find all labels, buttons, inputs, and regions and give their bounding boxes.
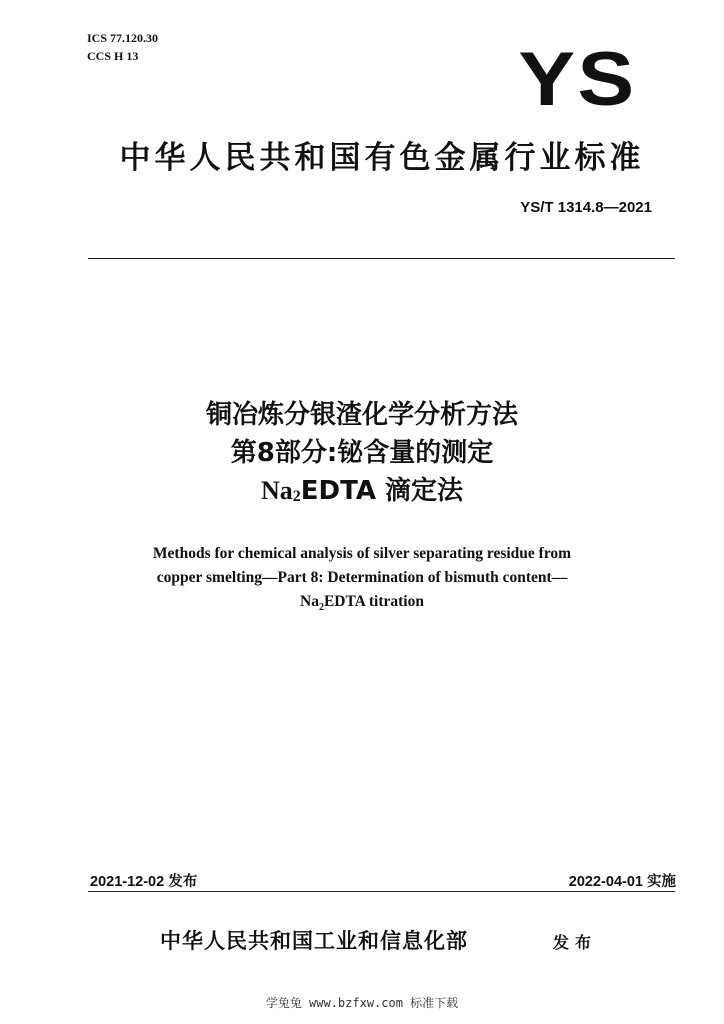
issue-label: 发布 (553, 933, 598, 952)
standard-title: 中华人民共和国有色金属行业标准 (119, 140, 645, 176)
english-title-formula-subscript: 2 (318, 602, 324, 614)
issuing-authority: 中华人民共和国工业和信息化部 (160, 928, 468, 953)
ccs-code: CCS H 13 (87, 49, 139, 63)
ics-code: ICS 77.120.30 (87, 31, 159, 45)
publish-date: 2021-12-02 发布 (90, 874, 198, 890)
ys-logo: YS (517, 37, 636, 122)
chinese-title-line-2: 第8部分:铋含量的测定 (230, 438, 494, 468)
chinese-title (0, 396, 724, 516)
chinese-title-formula-subscript: 2 (292, 488, 301, 505)
chinese-title-line-1: 铜冶炼分银渣化学分析方法 (205, 400, 518, 430)
english-title-line-2: copper smelting—Part 8: Determination of bismuth content— (156, 569, 568, 586)
standard-number: YS/T 1314.8—2021 (520, 199, 652, 216)
chinese-title-line-3 (0, 472, 724, 516)
english-title-formula-prefix: Na (300, 593, 319, 610)
chinese-title-formula-suffix: EDTA 滴定法 (300, 476, 463, 506)
footer-watermark: 学兔兔 www.bzfxw.com 标准下载 (265, 996, 459, 1010)
chinese-title-formula-prefix: Na (260, 476, 293, 505)
english-title-line-1: Methods for chemical analysis of silver separating residue from (152, 545, 572, 562)
classification-codes (87, 30, 158, 66)
bottom-divider (88, 891, 675, 892)
english-title-line-3 (0, 590, 724, 620)
effective-date: 2022-04-01 实施 (568, 874, 676, 890)
top-divider (88, 258, 675, 259)
english-title (0, 542, 724, 620)
english-title-formula-suffix: EDTA titration (323, 593, 424, 610)
